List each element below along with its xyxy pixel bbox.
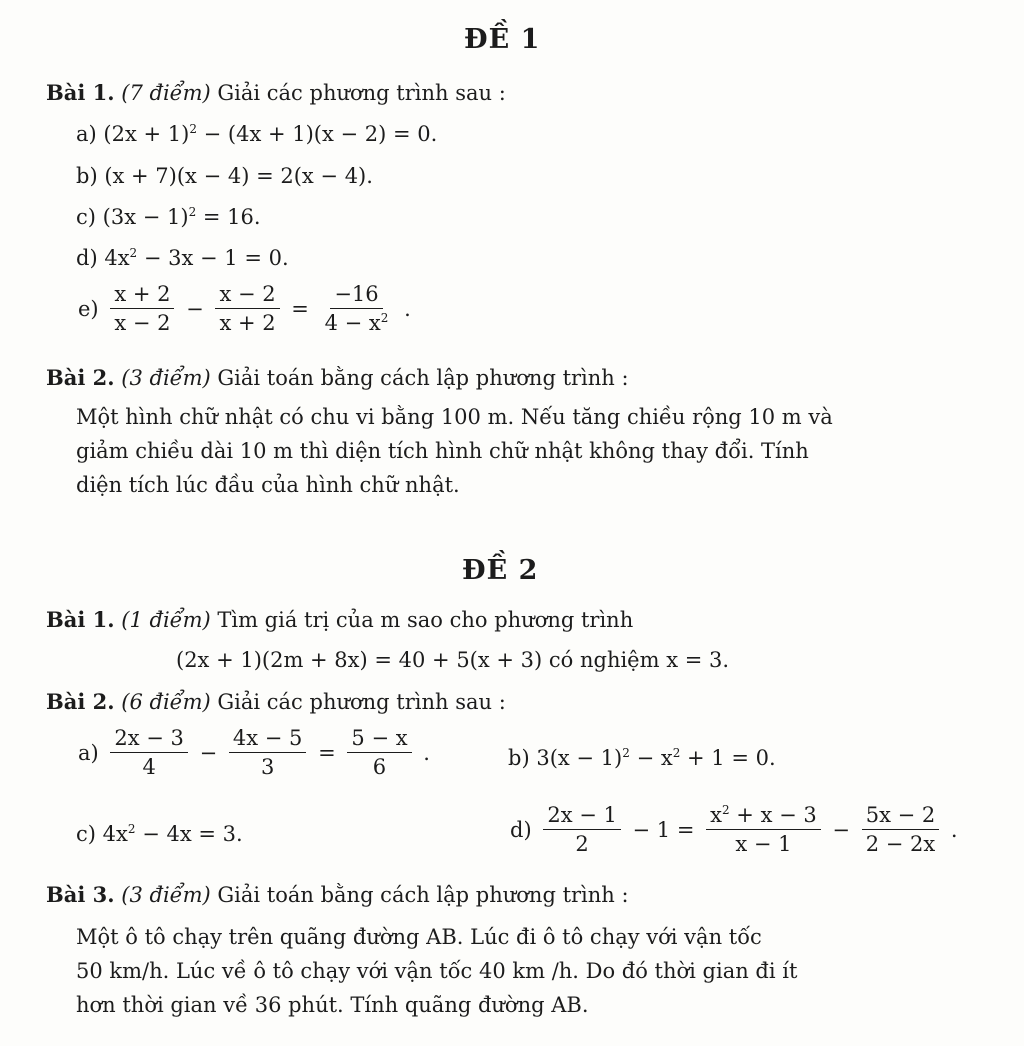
denominator-base: 4 − x [324, 311, 381, 336]
exponent: 2 [189, 122, 197, 136]
denominator: 2 [575, 832, 589, 857]
item-label: c) [76, 205, 96, 229]
denominator: x − 1 [735, 832, 792, 857]
operator: = [318, 740, 336, 765]
operator: − [832, 817, 851, 842]
equation-part: − (4x + 1)(x − 2) = 0. [203, 122, 438, 146]
exponent: 2 [127, 822, 136, 836]
equation-part: 4x [102, 822, 128, 846]
paragraph-line: Một hình chữ nhật có chu vi bằng 100 m. Nếu tăng chiều rộng 10 m và [76, 405, 833, 429]
de1-bai2-heading [46, 365, 629, 390]
de1-bai1-item-c [76, 205, 261, 229]
denominator: 4 [142, 755, 156, 780]
de1-bai2-problem [76, 400, 966, 502]
item-label: c) [76, 822, 96, 846]
de1-bai2-points: (3 điểm) [121, 366, 211, 390]
de1-bai1-item-a [76, 122, 437, 146]
equation-part: − x [636, 746, 673, 770]
fraction [229, 726, 307, 779]
numerator: 4x − 5 [229, 726, 307, 753]
equation-part: (x + 7)(x − 4) = 2(x − 4). [104, 164, 373, 188]
de2-bai2-instruction: Giải các phương trình sau : [217, 690, 506, 714]
item-label: a) [78, 740, 99, 765]
denominator: 3 [260, 755, 275, 780]
denominator: 2 − 2x [865, 832, 936, 857]
paragraph-line: Một ô tô chạy trên quãng đường AB. Lúc đi ô tô chạy với vận tốc [76, 925, 762, 949]
exponent: 2 [380, 311, 389, 326]
de1-bai2-instruction: Giải toán bằng cách lập phương trình : [217, 366, 629, 390]
de2-bai3-label: Bài 3. [46, 882, 115, 907]
de2-bai2-points: (6 điểm) [121, 690, 211, 714]
paragraph-line: hơn thời gian về 36 phút. Tính quãng đường AB. [76, 993, 589, 1017]
de2-bai1-equation: (2x + 1)(2m + 8x) = 40 + 5(x + 3) có nghiệm x = 3. [176, 648, 730, 672]
exponent: 2 [672, 746, 681, 760]
de2-bai1-points: (1 điểm) [121, 608, 211, 632]
equation-part: 3(x − 1) [536, 746, 623, 770]
fraction [347, 726, 411, 779]
operator: − [199, 740, 218, 765]
exponent: 2 [188, 205, 197, 219]
de1-bai1-heading [46, 80, 506, 105]
paragraph-line: diện tích lúc đầu của hình chữ nhật. [76, 473, 460, 497]
denominator [321, 309, 393, 335]
fraction [543, 803, 621, 856]
de2-bai2-heading [46, 689, 506, 714]
fraction [321, 282, 393, 335]
fraction [110, 726, 188, 779]
numerator: x + 2 [110, 282, 174, 309]
fraction [110, 282, 174, 335]
numerator-part: x [710, 803, 722, 827]
numerator: 2x − 1 [543, 803, 621, 830]
equation-part: 4x [104, 246, 130, 270]
de2-bai2-item-a [76, 726, 432, 779]
numerator: 2x − 3 [110, 726, 188, 753]
de1-bai1-label: Bài 1. [46, 80, 115, 105]
period: . [423, 740, 430, 765]
numerator: 5x − 2 [862, 803, 940, 830]
exam-2-title: ĐỀ 2 [462, 555, 539, 586]
denominator: x − 2 [114, 311, 171, 336]
de2-bai3-heading [46, 882, 629, 907]
equation-part: + 1 = 0. [687, 746, 776, 770]
numerator: −16 [330, 282, 382, 309]
exponent: 2 [721, 803, 730, 817]
period: . [950, 817, 958, 842]
de2-bai3-points: (3 điểm) [121, 883, 211, 907]
denominator: 6 [372, 755, 387, 780]
equation-part: (2x + 1) [103, 122, 190, 146]
de2-bai3-instruction: Giải toán bằng cách lập phương trình : [217, 883, 629, 907]
item-label: d) [76, 246, 98, 270]
equation-part: = 16. [202, 205, 261, 229]
de2-bai1-heading [46, 607, 633, 632]
numerator-part: + x − 3 [736, 803, 817, 827]
operator: − [186, 296, 204, 321]
denominator: x + 2 [219, 311, 276, 336]
item-label: e) [78, 296, 99, 321]
fraction [215, 282, 279, 335]
numerator: 5 − x [347, 726, 411, 753]
de1-bai2-label: Bài 2. [46, 365, 115, 390]
de2-bai2-label: Bài 2. [46, 689, 115, 714]
exponent: 2 [129, 246, 138, 260]
paragraph-line: 50 km/h. Lúc về ô tô chạy với vận tốc 40 km /h. Do đó thời gian đi ít [76, 959, 798, 983]
de2-bai1-instruction: Tìm giá trị của m sao cho phương trình [217, 608, 634, 632]
fraction [706, 803, 821, 856]
de2-bai2-item-c [76, 822, 243, 846]
equation-part: (3x − 1) [102, 205, 189, 229]
de2-bai2-item-b [508, 746, 776, 770]
exam-1-title: ĐỀ 1 [464, 24, 541, 55]
de1-bai1-item-e [76, 282, 413, 335]
equation-part: − 3x − 1 = 0. [143, 246, 289, 270]
de1-bai1-item-b [76, 164, 373, 188]
de1-bai1-instruction: Giải các phương trình sau : [217, 81, 506, 105]
numerator: x − 2 [215, 282, 279, 309]
de2-bai3-problem [76, 920, 966, 1022]
period: . [404, 296, 411, 321]
item-label: a) [76, 122, 97, 146]
paragraph-line: giảm chiều dài 10 m thì diện tích hình chữ nhật không thay đổi. Tính [76, 439, 809, 463]
exponent: 2 [622, 746, 630, 760]
numerator [706, 803, 821, 830]
item-label: d) [510, 817, 532, 842]
operator: − 1 = [632, 817, 695, 842]
de2-bai1-label: Bài 1. [46, 607, 115, 632]
de1-bai1-item-d [76, 246, 289, 270]
de1-bai1-points: (7 điểm) [121, 81, 211, 105]
equation-part: − 4x = 3. [142, 822, 243, 846]
item-label: b) [508, 746, 530, 770]
de2-bai2-item-d [508, 803, 960, 856]
fraction [862, 803, 940, 856]
operator: = [291, 296, 309, 321]
item-label: b) [76, 164, 98, 188]
